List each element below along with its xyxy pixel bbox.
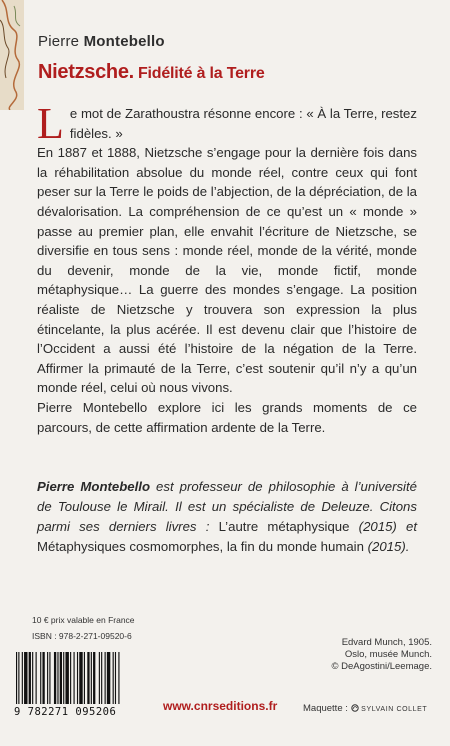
barcode-bar (84, 652, 85, 704)
barcode-bar (32, 652, 33, 704)
bio-book-1: L’autre métaphysique (218, 519, 350, 534)
barcode-bar (29, 652, 31, 704)
publisher-website[interactable]: www.cnrseditions.fr (163, 699, 278, 713)
blurb-text (37, 99, 417, 437)
barcode-bar (77, 652, 78, 704)
barcode-bar (40, 652, 41, 704)
barcode-bar (79, 652, 82, 704)
barcode-bar (87, 652, 89, 704)
author-last-name: Montebello (83, 33, 165, 50)
bio-year-2: (2015). (363, 539, 410, 554)
cover-painting-fragment (0, 0, 24, 110)
barcode-bar (49, 652, 50, 704)
barcode-bar (63, 652, 64, 704)
barcode-bar (101, 652, 102, 704)
barcode-bar (113, 652, 114, 704)
credit-line-3: © DeAgostini/Leemage. (331, 661, 432, 672)
barcode-bar (93, 652, 95, 704)
author-bio (37, 477, 417, 557)
blurb-paragraph-3: Pierre Montebello explore ici les grands moments de ce parcours, de cette affirmation ardente de la Terre. (37, 399, 417, 435)
barcode-bar (22, 652, 23, 704)
isbn-label: ISBN : 978-2-271-09520-6 (32, 631, 132, 641)
barcode-bar (74, 652, 75, 704)
barcode-bar (99, 652, 100, 704)
barcode-bar (107, 652, 110, 704)
barcode-bar (18, 652, 19, 704)
barcode-bar (16, 652, 17, 704)
book-title (38, 61, 265, 84)
author-first-name: Pierre (38, 33, 80, 50)
blurb-line-1: e mot de Zarathoustra résonne encore : « À la Terre, restez fidèles. » (69, 106, 417, 141)
barcode-bar (105, 652, 106, 704)
credit-line-1: Edvard Munch, 1905. (341, 637, 432, 648)
barcode-bar (70, 652, 71, 704)
barcode-number: 9 782271 095206 (14, 706, 117, 718)
barcode-bar (36, 652, 37, 704)
bio-text-1: est professeur de philosophie à l’université de Toulouse le Mirail. Il est un spécialiste de Deleuze. Citons parmi ses derniers livres : (37, 479, 417, 534)
barcode-bar (60, 652, 62, 704)
barcode-graphic (14, 652, 150, 714)
blurb-paragraph-2: En 1887 et 1888, Nietzsche s’engage pour la dernière fois dans la réhabilitation absolue du monde réel, contre ceux qui font peser sur la Terre le poids de l’abjection, de la dépréciation, de la dévalorisation. La compréhension de ce qu’est un « monde » passe au premier plan, elle envahit l’écriture de Nietzsche, se diversifie en tous sens : monde réel, monde de la vérité, monde du devenir, monde de la vie, monde fictif, monde métaphysique… La guerre des mondes s’engage. La position réaliste de Nietzsche y trouvera son expression la plus étincelante, la plus acérée. Il est devenu clair que l’histoire de l’Occident a aussi été l’histoire de la négation de la Terre. Affirmer la primauté de la Terre, c’est soutenir qu’il n’y a qu’un monde réel, celui où nous vivons. (37, 145, 417, 396)
blurb-paragraph-1 (37, 99, 417, 148)
designer-logo-icon (351, 704, 359, 712)
title-main: Nietzsche. (38, 61, 134, 83)
barcode-bar (118, 652, 119, 704)
barcode-bar (65, 652, 68, 704)
image-credits (304, 637, 432, 673)
author-name (38, 33, 165, 50)
barcode-bar (24, 652, 27, 704)
barcode-bar (42, 652, 44, 704)
drop-cap: L (37, 99, 64, 148)
price-label: 10 € prix valable en France (32, 615, 135, 625)
bio-author-name: Pierre Montebello (37, 479, 150, 494)
title-subtitle: Fidélité à la Terre (137, 65, 265, 82)
designer-name: SYLVAIN COLLET (361, 706, 428, 713)
bio-year-1: (2015) et (349, 519, 417, 534)
bio-book-2: Métaphysiques cosmomorphes, la fin du monde humain (37, 539, 364, 554)
barcode-bar (54, 652, 56, 704)
design-credit (303, 703, 427, 714)
barcode-bar (91, 652, 92, 704)
barcode-bar (57, 652, 58, 704)
maquette-label: Maquette : (303, 703, 348, 714)
barcode-bar (47, 652, 48, 704)
barcode-bar (115, 652, 116, 704)
credit-line-2: Oslo, musée Munch. (344, 649, 432, 660)
